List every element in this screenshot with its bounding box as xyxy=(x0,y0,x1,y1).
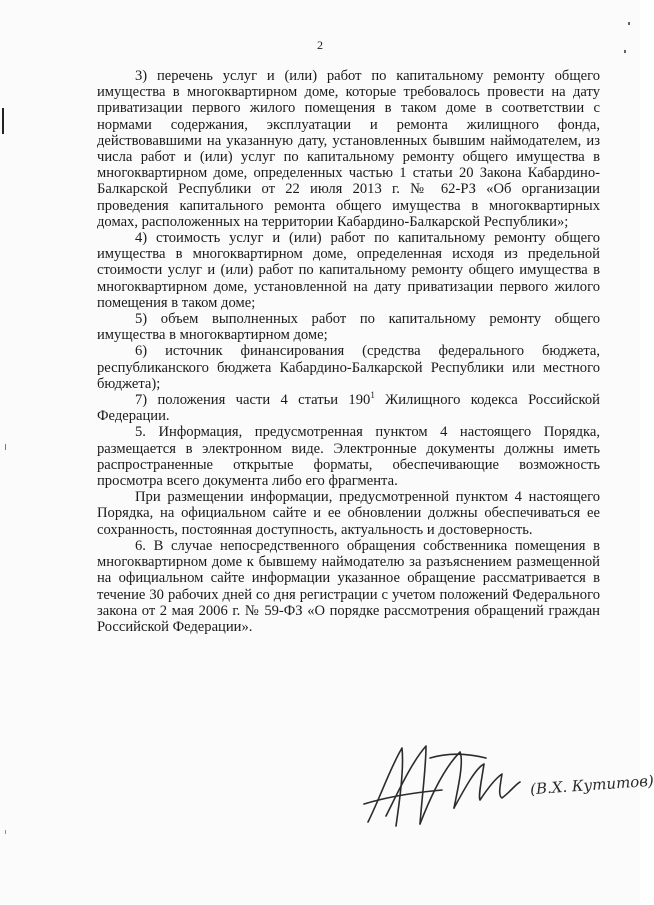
paragraph-item-4: 4) стоимость услуг и (или) работ по капитальному ремонту общего имущества в многоквартирном доме, определенная исходя из предельной стоимости услуг и (или) работ по капитальному ремонту общего имущества в многоквартирном доме, установленной на дату приватизации первого жилого помещения в таком доме; xyxy=(97,230,600,311)
document-body xyxy=(97,68,600,635)
paragraph-item-5: 5) объем выполненных работ по капитальному ремонту общего имущества в многоквартирном доме; xyxy=(97,311,600,344)
scan-mark-left-dot xyxy=(5,830,6,834)
signatory-name: (В.Х. Кутитов) xyxy=(529,771,654,799)
paragraph-clause-6: 6. В случае непосредственного обращения собственника помещения в многоквартирном доме к бывшему наймодателю за разъяснением размещенной на официальном сайте информации указанное обращение рассматривается в течение 30 рабочих дней со дня регистрации с учетом положений Федерального закона от 2 мая 2006 г. № 59-ФЗ «О порядке рассмотрения обращений граждан Российской Федерации». xyxy=(97,537,601,635)
paragraph-item-7: 7) положения части 4 статьи $190^1$ Жилищного кодекса Российской Федерации. xyxy=(97,390,600,425)
paragraph-clause-5-cont: При размещении информации, предусмотренной пунктом 4 настоящего Порядка, на официальном сайте и ее обновлении должны обеспечиваться ее сохранность, постоянная доступность, актуальность и достоверность. xyxy=(97,489,600,538)
paragraph-clause-5: 5. Информация, предусмотренная пунктом 4 настоящего Порядка, размещается в электронном виде. Электронные документы должны иметь распространенные открытые форматы, обеспечивающие возможность просмотра всего документа либо его фрагмента. xyxy=(97,424,601,490)
scan-mark-right xyxy=(628,22,630,25)
scan-mark-left xyxy=(2,108,4,134)
superscript: 1 xyxy=(370,390,375,401)
scan-mark-left-small xyxy=(5,444,6,450)
paragraph-item-3: 3) перечень услуг и (или) работ по капитальному ремонту общего имущества в многоквартирном доме, которые требовалось провести на дату приватизации первого жилого помещения в таком доме в соответствии с нормами содержания, эксплуатации и ремонта жилищного фонда, действовавшими на указанную дату, установленных бывшим наймодателем, из числа работ и (или) услуг по капитальному ремонту общего имущества в многоквартирном доме, определенных частью 1 статьи 20 Закона Кабардино-Балкарской Республики от 22 июля 2013 г. № 62-РЗ «Об организации проведения капитального ремонта общего имущества в многоквартирных домах, расположенных на территории Кабардино-Балкарской Республики»; xyxy=(97,68,600,230)
page-number: 2 xyxy=(317,38,323,52)
paragraph-item-6: 6) источник финансирования (средства федерального бюджета, республиканского бюджета Кабардино-Балкарской Республики или местного бюджета); xyxy=(97,343,601,392)
